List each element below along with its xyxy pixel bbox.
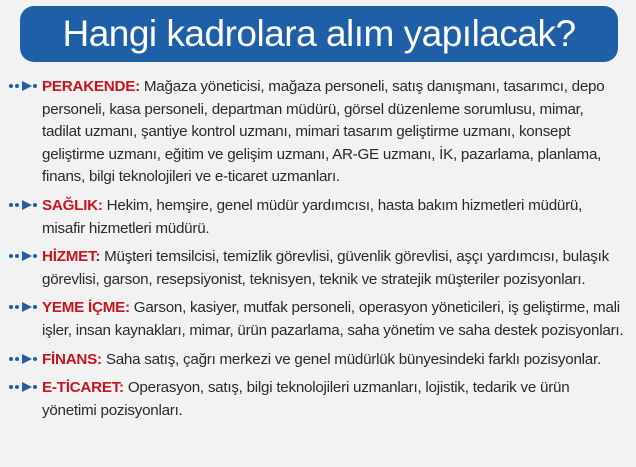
page-title: Hangi kadrolara alım yapılacak?: [62, 13, 576, 54]
category-positions: Müşteri temsilcisi, temizlik görevlisi, güvenlik görevlisi, aşçı yardımcısı, bulaşık görevlisi, garson, resepsiyonist, teknisyen, teknik ve stratejik müşteriler pozisyonları.: [42, 248, 609, 288]
entry-text: [42, 297, 624, 342]
entry-text: [42, 349, 624, 372]
list-item-hizmet: [4, 246, 632, 291]
category-label: PERAKENDE:: [42, 78, 140, 95]
category-positions: Mağaza yöneticisi, mağaza personeli, satış danışmanı, tasarımcı, depo personeli, kasa personeli, departman müdürü, görsel düzenleme sorumlusu, mimar, tadilat uzmanı, şantiye kontrol uzmanı, mimari tasarım geliştirme uzmanı, konsept geliştirme uzmanı, eğitim ve gelişim uzmanı, AR-GE uzmanı, İK, pazarlama, planlama, finans, bilgi teknolojileri ve e-ticaret uzmanları.: [42, 78, 605, 186]
arrow-dots-bullet-icon: [8, 352, 38, 366]
entry-text: [42, 195, 624, 240]
arrow-dots-bullet-icon: [8, 198, 38, 212]
category-positions: Hekim, hemşire, genel müdür yardımcısı, hasta bakım hizmetleri müdürü, misafir hizmetleri müdürü.: [42, 196, 583, 237]
entry-text: [42, 246, 624, 291]
category-positions: Garson, kasiyer, mutfak personeli, operasyon yöneticileri, iş geliştirme, mali işler, insan kaynakları, mimar, ürün pazarlama, saha yönetim ve saha destek pozisyonları.: [42, 299, 624, 339]
category-positions: Operasyon, satış, bilgi teknolojileri uzmanları, lojistik, tedarik ve ürün yönetimi pozisyonları.: [42, 379, 570, 419]
category-label: SAĞLIK:: [42, 196, 103, 214]
category-label: FİNANS:: [42, 350, 102, 368]
category-label: YEME İÇME:: [42, 299, 130, 317]
list-item-finans: [4, 349, 632, 372]
list-item-yeme-icme: [4, 297, 632, 342]
arrow-dots-bullet-icon: [8, 79, 38, 93]
job-categories-list: [4, 76, 632, 428]
entry-text: [42, 377, 624, 422]
category-label: E-TİCARET:: [42, 379, 124, 397]
list-item-perakende: [4, 76, 632, 189]
list-item-e-ticaret: [4, 377, 632, 422]
arrow-dots-bullet-icon: [8, 249, 38, 263]
category-positions: Saha satış, çağrı merkezi ve genel müdürlük bünyesindeki farklı pozisyonlar.: [105, 350, 601, 368]
category-label: HİZMET:: [42, 248, 101, 266]
arrow-dots-bullet-icon: [8, 300, 38, 314]
list-item-saglik: [4, 195, 632, 240]
title-banner: [20, 6, 618, 62]
entry-text: [42, 76, 624, 189]
arrow-dots-bullet-icon: [8, 380, 38, 394]
